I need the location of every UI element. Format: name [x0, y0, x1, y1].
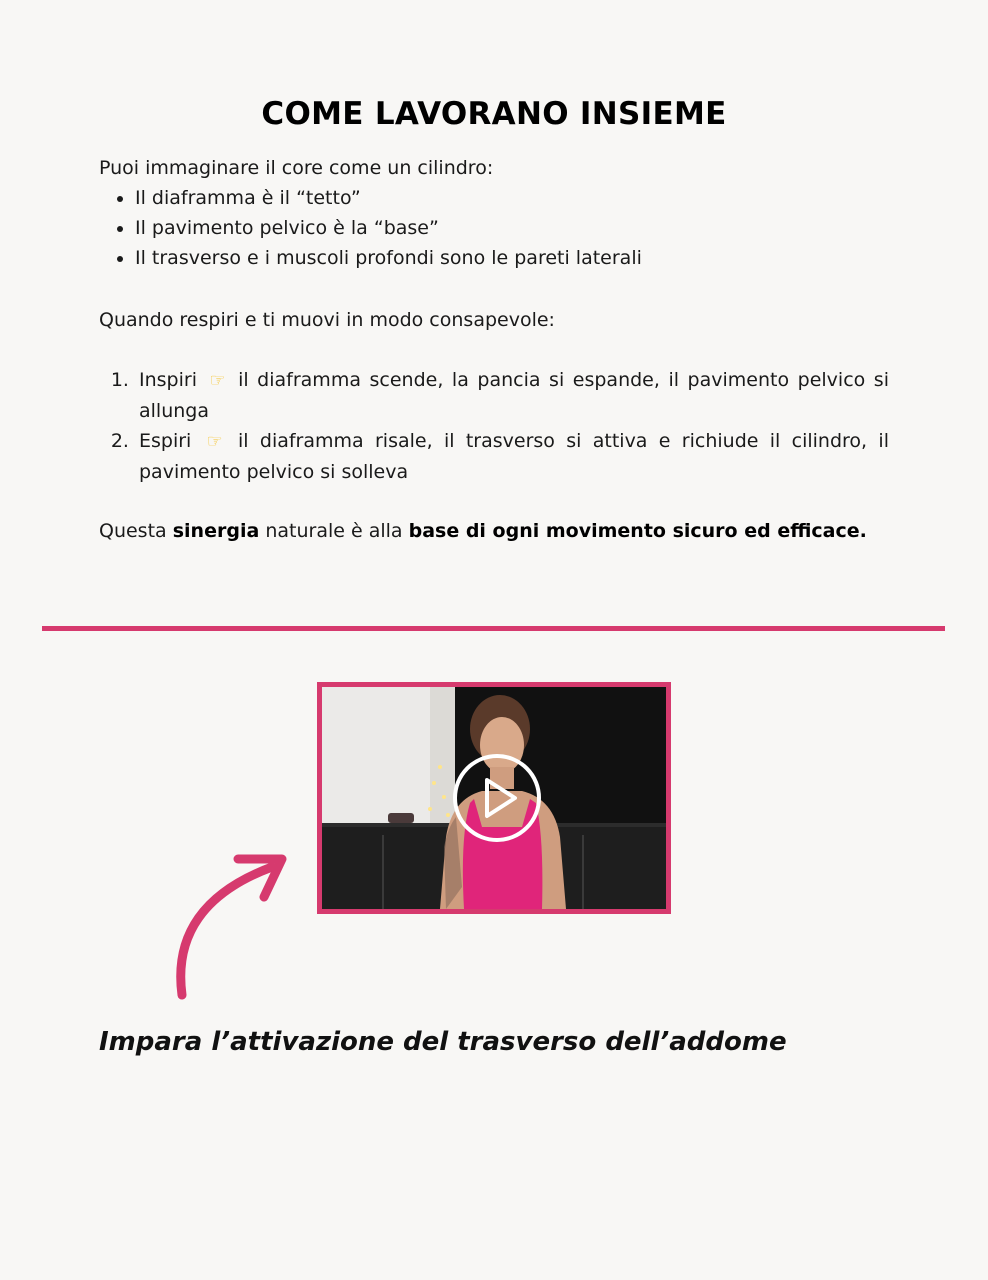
- synergy-section: [99, 516, 889, 546]
- synergy-bold1: sinergia: [172, 520, 260, 542]
- page-title: COME LAVORANO INSIEME: [261, 96, 727, 132]
- list-item: • Il diaframma è il “tetto”: [135, 183, 889, 213]
- list-item: [135, 365, 889, 426]
- list-item: • Il trasverso e i muscoli profondi sono le pareti laterali: [135, 243, 889, 273]
- video-player[interactable]: [317, 682, 671, 914]
- play-icon[interactable]: [447, 748, 547, 848]
- step-label: Inspiri: [139, 369, 197, 391]
- step-text: il diaframma risale, il trasverso si attiva e richiude il cilindro, il pavimento pelvico si solleva: [139, 430, 889, 483]
- pointing-arrow-icon: [160, 845, 300, 1005]
- when-text: Quando respiri e ti muovi in modo consapevole:: [99, 309, 555, 331]
- list-item: • Il pavimento pelvico è la “base”: [135, 213, 889, 243]
- intro-section: [99, 153, 889, 273]
- steps-list: [99, 365, 889, 487]
- list-item: [135, 426, 889, 487]
- synergy-part1: Questa: [99, 520, 167, 542]
- intro-text: Puoi immaginare il core come un cilindro:: [99, 157, 494, 179]
- section-divider: [42, 626, 945, 631]
- synergy-text: [99, 516, 889, 546]
- when-section: [99, 305, 889, 335]
- video-caption: Impara l’attivazione del trasverso dell’addome: [99, 1027, 787, 1057]
- step-text: il diaframma scende, la pancia si espande, il pavimento pelvico si allunga: [139, 369, 889, 422]
- steps-section: [99, 365, 889, 487]
- pointing-right-hand-icon: ☞: [209, 370, 226, 391]
- pointing-right-hand-icon: ☞: [206, 431, 223, 452]
- step-label: Espiri: [139, 430, 192, 452]
- synergy-bold2: base di ogni movimento sicuro ed efficace.: [408, 520, 867, 542]
- bullet-list: [99, 183, 889, 273]
- synergy-part2: naturale è alla: [265, 520, 403, 542]
